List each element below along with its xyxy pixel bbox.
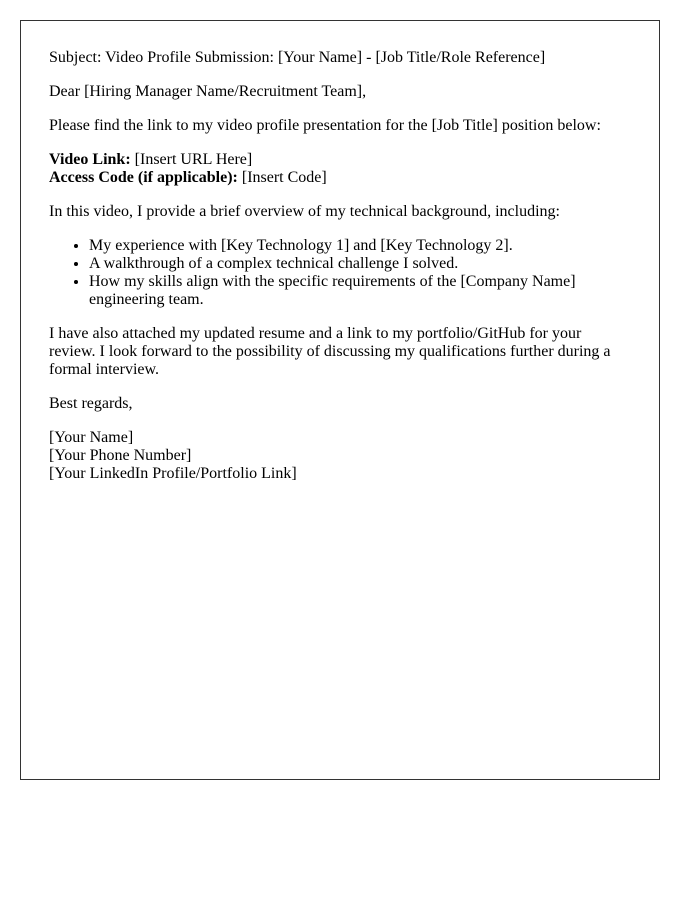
access-code-label: Access Code (if applicable): (49, 169, 238, 186)
access-code-line (49, 169, 631, 187)
access-code-value: [Insert Code] (237, 169, 327, 186)
sign-off: Best regards, (49, 395, 133, 412)
greeting: Dear [Hiring Manager Name/Recruitment Team], (49, 83, 367, 100)
intro-paragraph: Please find the link to my video profile presentation for the [Job Title] position below: (49, 117, 601, 134)
video-link-value: [Insert URL Here] (130, 151, 253, 168)
list-item: • My experience with [Key Technology 1] and [Key Technology 2]. (89, 237, 631, 255)
signature-block (49, 429, 631, 483)
list-item: • A walkthrough of a complex technical challenge I solved. (89, 255, 631, 273)
video-link-label: Video Link: (49, 151, 131, 168)
closing-paragraph: I have also attached my updated resume and a link to my portfolio/GitHub for your review. I look forward to the possibility of discussing my qualifications further during a formal interview. (49, 325, 611, 378)
signature-link: [Your LinkedIn Profile/Portfolio Link] (49, 465, 297, 482)
link-details (49, 151, 631, 187)
signature-name: [Your Name] (49, 429, 134, 446)
overview-paragraph: In this video, I provide a brief overview of my technical background, including: (49, 203, 560, 220)
video-link-line (49, 151, 631, 169)
list-item: • How my skills align with the specific requirements of the [Company Name] engineering team. (89, 273, 631, 309)
letter-page (20, 20, 660, 780)
highlights-list (49, 237, 631, 309)
subject-line: Subject: Video Profile Submission: [Your Name] - [Job Title/Role Reference] (49, 49, 546, 66)
signature-phone: [Your Phone Number] (49, 447, 192, 464)
